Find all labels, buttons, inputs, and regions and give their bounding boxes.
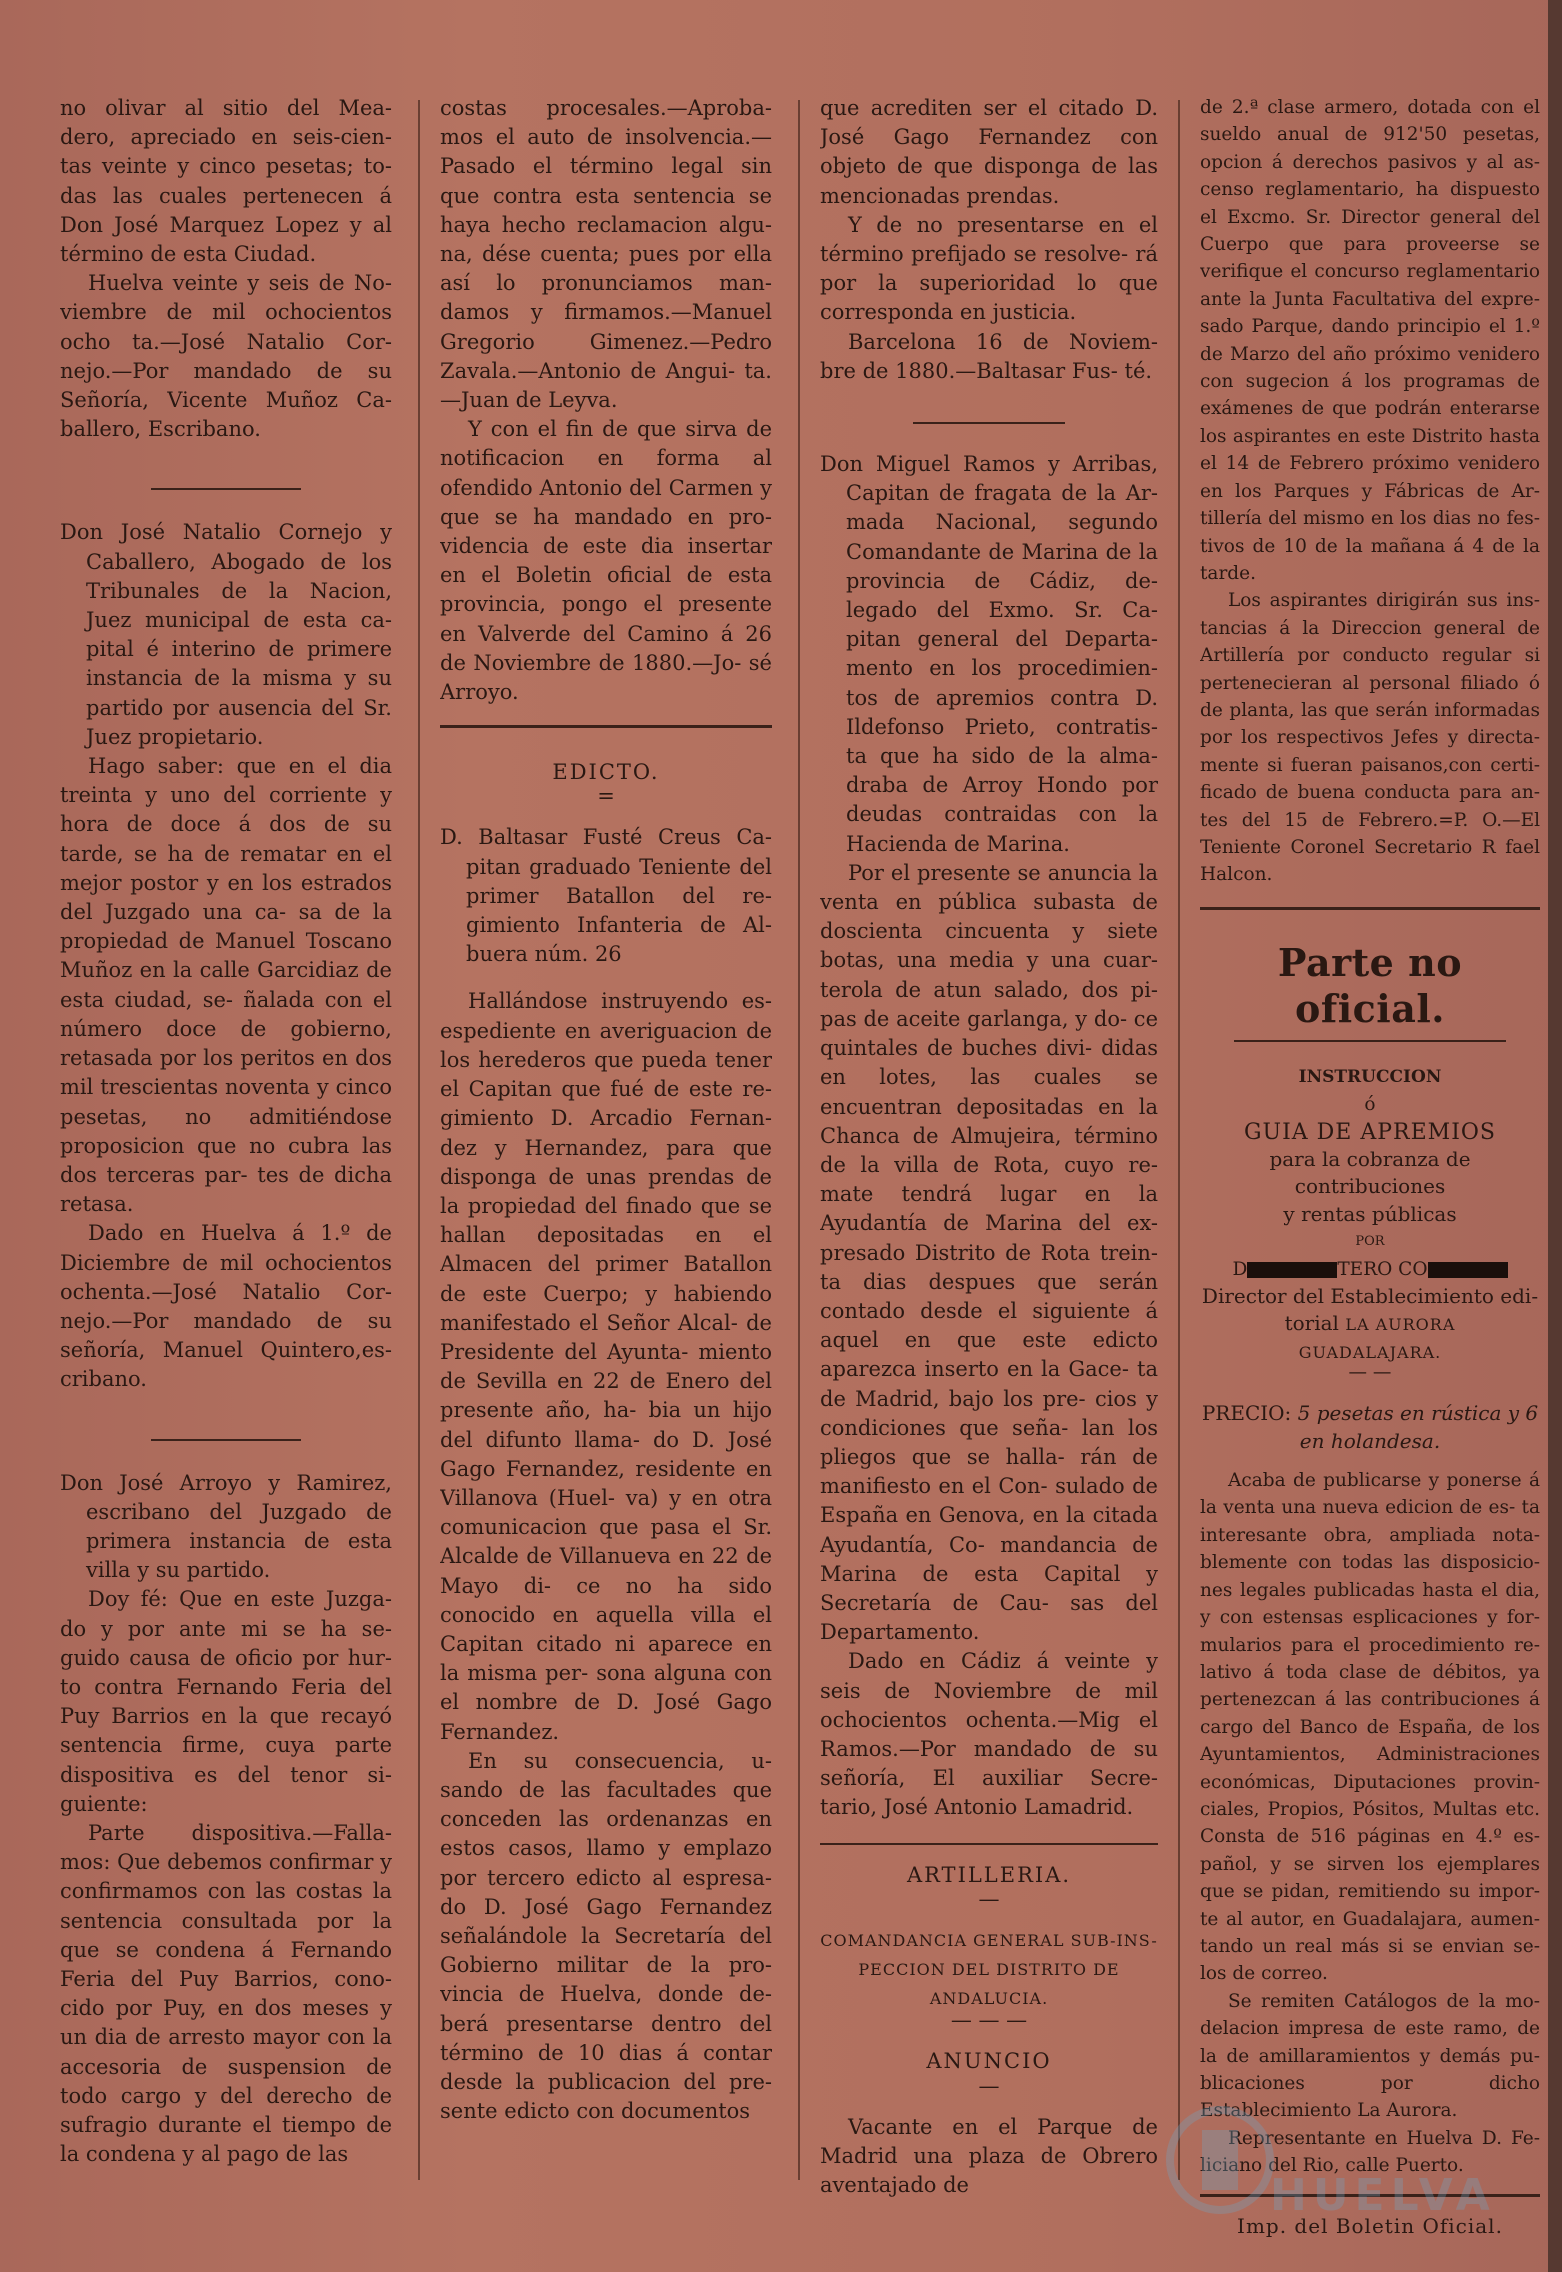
notice-paragraph: Hallándose instruyendo es- espediente en averiguacion de los herederos que pueda tener el Capitan que fué de este re- gimiento D. Arcadio Fernan- dez y Hernandez, para que disponga de unas prendas de la propiedad del finado que se hallan depositadas en el Almacen del primer Batallon de este Cuerpo; y habiendo manifestado el Señor Alcal- de Presidente del Ayunta- miento de Sevilla en 22 de Enero del presente año, ha- bia un hijo del difunto llama- do D. José Gago Fernandez, residente en Villanova (Huel- va) y en otra comunicacion que pasa el Sr. Alcalde de Villanueva en 22 de Mayo di- ce no ha sido conocido en aquella villa el Capitan citado ni aparece en la misma per- sona alguna con el nombre de D. José Gago Fernandez. xyxy=(440,989,772,1744)
author-start: D xyxy=(1232,1258,1248,1280)
column-1 xyxy=(60,94,392,2244)
archive-stamp xyxy=(1150,2090,1550,2240)
section-separator xyxy=(151,488,300,490)
page-edge-shadow xyxy=(1548,0,1562,2272)
heading-dash: — xyxy=(978,2073,1000,2098)
section-separator xyxy=(1200,907,1540,910)
para-line: para la cobranza de contribuciones xyxy=(1269,1147,1471,1199)
comandancia-heading: COMANDANCIA GENERAL SUB-INS- PECCION DEL DISTRITO DE ANDALUCIA. xyxy=(820,1930,1158,2009)
parte-no-oficial-title: Parte no oficial. xyxy=(1277,939,1463,1031)
heading-dash: — — — xyxy=(950,2008,1028,2033)
notice-heading: Don José Arroyo y Ramirez, escribano del Juzgado de primera instancia de esta villa y su partido. xyxy=(60,1470,392,1583)
edicto-title: EDICTO. xyxy=(552,760,660,785)
notice-paragraph: que acrediten ser el citado D. José Gago Fernandez con objeto de que disponga de las mencionadas prendas. xyxy=(820,96,1158,208)
section-separator xyxy=(913,422,1065,424)
notice-heading: Don José Natalio Cornejo y Caballero, Abogado de los Tribunales de la Nacion, Juez municipal de esta ca- pital é interino de primere instancia de la misma y su partido por ausencia del Sr. Juez propietario. xyxy=(60,520,392,749)
column-4 xyxy=(1200,94,1540,2244)
rentas-line: y rentas públicas xyxy=(1283,1201,1457,1226)
author-line xyxy=(1200,1256,1540,1283)
artilleria-heading: ARTILLERIA. xyxy=(906,1862,1072,1887)
notice-paragraph: no olivar al sitio del Mea- dero, apreciado en seis-cien- tas veinte y cinco pesetas; to- das las cuales pertenecen á Don José Marquez Lopez y al término de esta Ciudad. xyxy=(60,96,392,267)
stamp-text: HUELVA xyxy=(1270,2170,1496,2221)
director-line xyxy=(1200,1283,1540,1339)
anuncio-heading: ANUNCIO xyxy=(926,2049,1052,2074)
por-line: POR xyxy=(1355,1234,1385,1250)
precio-label: PRECIO: xyxy=(1201,1401,1292,1426)
notice-paragraph: Hago saber: que en el dia treinta y uno del corriente y hora de doce á dos de su tarde, se ha de rematar en el mejor postor y en los estrados del Juzgado una ca- sa de la propiedad de Manuel Toscano Muñoz en la calle Garcidiaz de esta ciudad, se- ñalada con el número doce de gobierno, retasada por los peritos en dos mil trescientas noventa y cinco pesetas, no admitiéndose proposicion que no cubra las dos terceras par- tes de dicha retasa. xyxy=(60,754,392,1217)
section-separator xyxy=(440,725,772,728)
redaction-bar xyxy=(1247,1262,1337,1278)
notice-signature: Huelva veinte y seis de No- viembre de mil ochocientos ocho ta.—José Natalio Cor- nejo.—Por mandado de su Señoría, Vicente Muñoz Ca- ballero, Escribano. xyxy=(60,271,392,442)
edicto-mark: = xyxy=(597,784,615,809)
stamp-emblem-icon xyxy=(1150,2090,1290,2230)
column-3 xyxy=(820,94,1158,2244)
precio-text: 5 pesetas en rústica y 6 en holandesa. xyxy=(1297,1401,1539,1453)
imprenta-line: Imp. del Boletin Oficial. xyxy=(1237,2213,1503,2238)
notice-paragraph: de 2.ª clase armero, dotada con el sueldo anual de 912'50 pesetas, opcion á derechos pasivos y al as- censo reglamentario, ha dispuesto el Excmo. Sr. Director general del Cuerpo que para proveerse se verifique el concurso reglamentario ante la Junta Facultativa del expre- sado Parque, dando principio el 1.º de Marzo del año próximo venidero con sugecion á los programas de exámenes de que podrán enterarse los aspirantes en este Distrito hasta el 14 de Febrero próximo venidero en los Parques y Fábricas de Ar- tillería del mismo en los dias no fes- tivos de 10 de la mañana á 4 de la tarde. xyxy=(1200,97,1540,584)
notice-paragraph: Y de no presentarse en el término prefijado se resolve- rá por la superioridad lo que corresponda en justicia. xyxy=(820,212,1158,325)
notice-signature: Dado en Huelva á 1.º de Diciembre de mil ochocientos ochenta.—José Natalio Cor- nejo.—Por mandado de su señoría, Manuel Quintero,es- cribano. xyxy=(60,1221,392,1392)
aurora-text: LA AURORA xyxy=(1345,1315,1456,1335)
notice-paragraph: Vacante en el Parque de Madrid una plaza de Obrero aventajado de xyxy=(820,2114,1158,2197)
notice-paragraph: costas procesales.—Aproba- mos el auto de insolvencia.— Pasado el término legal sin que contra esta sentencia se haya hecho reclamacion algu- na, dése cuenta; pues por ella así lo pronunciamos man- damos y firmamos.—Manuel Gregorio Gimenez.—Pedro Zavala.—Antonio de Angui- ta.—Juan de Leyva. xyxy=(440,96,772,413)
o-heading: ó xyxy=(1364,1094,1376,1116)
notice-paragraph: Parte dispositiva.—Falla- mos: Que debemos confirmar y confirmamos con las costas la sentencia consultada por la que se condena á Fernando Feria del Puy Barrios, cono- cido por Puy, en dos meses y un dia de arresto mayor con la accesoria de suspension de todo cargo y del derecho de sufragio durante el tiempo de la condena y al pago de las xyxy=(60,1820,392,2167)
column-divider xyxy=(418,100,420,2180)
column-divider xyxy=(798,100,800,2180)
notice-paragraph: Doy fé: Que en este Juzga- do y por ante mi se ha se- guido causa de oficio por hur- to contra Fernando Feria del Puy Barrios en la que recayó sentencia firme, cuya parte dispositiva es del tenor si- guiente: xyxy=(60,1587,392,1816)
author-mid: TERO CO xyxy=(1337,1258,1428,1280)
column-divider xyxy=(1178,100,1180,2180)
section-separator xyxy=(1234,1040,1506,1042)
guadalajara-line: GUADALAJARA. xyxy=(1298,1342,1442,1362)
guia-heading: GUIA DE APREMIOS xyxy=(1243,1119,1497,1145)
precio-line xyxy=(1200,1400,1540,1455)
notice-paragraph: Se remiten Catálogos de la mo- delacion impresa de este ramo, de la de amillaramientos y demás pu- blicaciones por dicho Establecimiento La Aurora. xyxy=(1200,1990,1540,2122)
notice-paragraph: Por el presente se anuncia la venta en pública subasta de doscienta cincuenta y siete botas, una media y una cuar- terola de atun salado, dos pi- pas de aceite garlanga, y do- ce quintales de buches divi- didas en lotes, las cuales se encuentran depositadas en la Chanca de Almujeira, término de la villa de Rota, cuyo re- mate tendrá lugar en la Ayudantía de Marina del ex- presado Distrito de Rota trein- ta dias despues que serán contado desde el siguiente á aquel en que este edicto aparezca inserto en la Gace- ta de Madrid, bajo los pre- cios y condiciones que seña- lan los pliegos que se halla- rán de manifiesto en el Con- sulado de España en Genova, en la citada Ayudantía, Co- mandancia de Marina de esta Capital y Secretaría de Cau- sas del Departamento. xyxy=(820,860,1158,1645)
notice-paragraph: Y con el fin de que sirva de notificacion en forma al ofendido Antonio del Carmen y que se ha mandado en pro- videncia de este dia insertar en el Boletin oficial de esta provincia, pongo el presente en Valverde del Camino á 26 de Noviembre de 1880.—Jo- sé Arroyo. xyxy=(440,417,772,705)
director-text: Director del Establecimiento edi- torial xyxy=(1201,1284,1539,1336)
notice-paragraph: Acaba de publicarse y ponerse á la venta una nueva edicion de es- ta interesante obra, ampliada nota- blemente con todas las disposicio- nes legales publicadas hasta el dia, y con estensas esplicaciones y for- mularios para el procedimiento re- lativo á toda clase de débitos, ya pertenezcan á las contribuciones á cargo del Banco de España, de los Ayuntamientos, Administraciones económicas, Diputaciones provin- ciales, Propios, Pósitos, Multas etc. Consta de 516 páginas en 4.º es- pañol, y se sirven los ejemplares que se pidan, remitiendo su impor- te al autor, en Guadalajara, aumen- tando un real más si se envian se- los de correo. xyxy=(1200,1470,1540,1985)
notice-paragraph: Representante en Huelva D. Fe- liciano del Rio, calle Puerto. xyxy=(1200,2127,1540,2177)
notice-heading: Don Miguel Ramos y Arribas, Capitan de fragata de la Ar- mada Nacional, segundo Comandante de Marina de la provincia de Cádiz, de- legado del Exmo. Sr. Ca- pitan general del Departa- mento en los procedimien- tos de apremios contra D. Ildefonso Prieto, contratis- ta que ha sido de la alma- draba de Arroy Hondo por deudas contraidas con la Hacienda de Marina. xyxy=(820,452,1158,856)
notice-heading: D. Baltasar Fusté Creus Ca- pitan graduado Teniente del primer Batallon del re- gimiento Infanteria de Al- buera núm. 26 xyxy=(440,825,772,967)
instruccion-heading: INSTRUCCION xyxy=(1298,1066,1442,1087)
redaction-bar xyxy=(1428,1262,1508,1278)
notice-paragraph: En su consecuencia, u- sando de las facultades que conceden las ordenanzas en estos casos, llamo y emplazo por tercero edicto al espresa- do D. José Gago Fernandez señalándole la Secretaría del Gobierno militar de la pro- vincia de Huelva, donde de- berá presentarse dentro del término de 10 dias á contar desde la publicacion del pre- sente edicto con documentos xyxy=(440,1748,772,2124)
notice-signature: Dado en Cádiz á veinte y seis de Noviembre de mil ochocientos ochenta.—Mig el Ramos.—Por mandado de su señoría, El auxiliar Secre- tario, José Antonio Lamadrid. xyxy=(820,1649,1158,1820)
column-2 xyxy=(440,94,772,2244)
section-separator xyxy=(820,1843,1158,1845)
notice-paragraph: Los aspirantes dirigirán sus ins- tancias á la Direccion general de Artillería por conducto regular si pertenecieran al personal filiado ó de planta, las que serán informadas por los respectivos Jefes y directa- mente si fueran paisanos,con certi- ficado de buena conducta para an- tes del 15 de Febrero.=P. O.—El Teniente Coronel Secretario R fael Halcon. xyxy=(1200,590,1540,886)
heading-dash: — — xyxy=(1348,1362,1392,1384)
section-separator xyxy=(151,1439,300,1441)
heading-dash: — xyxy=(978,1886,1000,1911)
notice-signature: Barcelona 16 de Noviem- bre de 1880.—Baltasar Fus- té. xyxy=(820,329,1158,383)
